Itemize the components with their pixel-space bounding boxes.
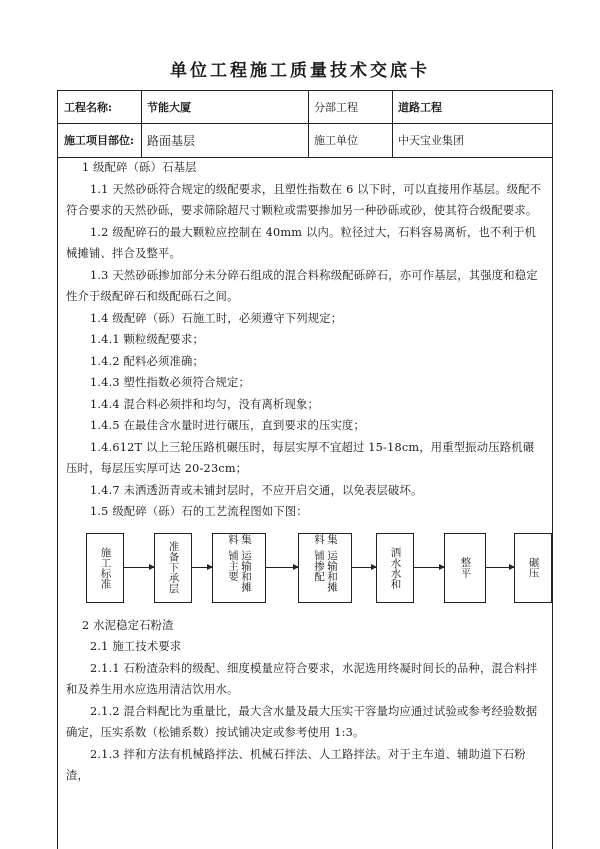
flow-arrow xyxy=(414,567,444,568)
flow-step: 施工标准 xyxy=(86,533,124,603)
construction-part-label: 施工项目部位: xyxy=(64,134,135,147)
flow-arrow xyxy=(486,567,514,568)
section-heading: 2 水泥稳定石粉渣 xyxy=(82,618,174,632)
disclosure-content xyxy=(58,157,552,787)
flow-arrow xyxy=(266,567,298,568)
content-paragraph: 1.5 级配碎（砾）石的工艺流程图如下图： xyxy=(90,505,308,518)
content-paragraph: 2.1.3 拌和方法有机械路拌法、机械石拌法、人工路拌法。对于主车道、辅助道下石粉渣， xyxy=(66,747,526,782)
document-table xyxy=(57,90,553,849)
section-heading: 1 级配碎（砾）石基层 xyxy=(82,161,197,174)
flow-arrow xyxy=(192,567,212,568)
flow-step: 运输和摊铺主要 集料 xyxy=(212,533,266,603)
construction-part-value: 路面基层 xyxy=(147,133,196,148)
subdivision-value: 道路工程 xyxy=(398,101,442,114)
content-paragraph: 1.4.7 未洒透沥青或未铺封层时，不应开启交通，以免表层破坏。 xyxy=(90,483,423,497)
contractor-value: 中天宝业集团 xyxy=(398,134,464,147)
content-paragraph: 1.4.612T 以上三轮压路机碾压时，每层实厚不宜超过 15-18cm，用重型振动压路机碾压时，每层压实厚可达 20-23cm； xyxy=(66,440,535,475)
flow-step: 碾压 xyxy=(514,533,552,603)
content-section-1 xyxy=(66,157,544,523)
flow-arrow xyxy=(352,567,376,568)
content-paragraph: 1.4.2 配料必须准确； xyxy=(90,354,205,368)
content-paragraph: 1.3 天然砂砾掺加部分未分碎石组成的混合料称级配砾碎石，亦可作基层，其强度和稳定性介于级配碎石和级配砾石之间。 xyxy=(66,268,538,303)
content-paragraph: 1.1 天然砂砾符合规定的级配要求，且塑性指数在 6 以下时，可以直接用作基层。级配不符合要求的天然砂砾，要求筛除超尺寸颗粒或需要掺加另一种砂砾或砂，使其符合级配要求。 xyxy=(66,182,542,217)
content-paragraph: 1.2 级配碎石的最大颗粒应控制在 40mm 以内。粒径过大，石料容易离析，也不利于机械摊铺、拌合及整平。 xyxy=(66,225,536,260)
subdivision-label: 分部工程 xyxy=(314,101,358,114)
process-flowchart xyxy=(66,527,544,609)
flow-step: 运输和摊铺掺配 集料 xyxy=(298,533,352,603)
contractor-label: 施工单位 xyxy=(314,134,358,147)
content-paragraph: 1.4.1 颗粒级配要求； xyxy=(90,333,205,346)
flow-arrow xyxy=(124,567,154,568)
header-row-2 xyxy=(58,123,552,158)
content-paragraph: 1.4.4 混合料必须拌和均匀，没有离析现象； xyxy=(90,397,319,411)
content-paragraph: 1.4.5 在最佳含水量时进行碾压，直到要求的压实度； xyxy=(90,419,365,432)
flow-step: 洒水水和 xyxy=(376,533,414,603)
content-paragraph: 2.1.2 混合料配比为重量比，最大含水量及最大压实干容量均应通过试验或参考经验数据确定，压实系数（松铺系数）按试铺决定或参考使用 1:3。 xyxy=(66,704,538,739)
page-title: 单位工程施工质量技术交底卡 xyxy=(170,61,430,81)
content-paragraph: 1.4.3 塑性指数必须符合规定； xyxy=(90,376,251,389)
content-paragraph: 2.1 施工技术要求 xyxy=(90,640,182,653)
content-section-2 xyxy=(66,615,544,787)
content-paragraph: 1.4 级配碎（砾）石施工时，必须遵守下列规定； xyxy=(90,311,343,325)
header-row-1 xyxy=(58,91,552,124)
flow-step: 准备下承层 xyxy=(154,533,192,603)
content-paragraph: 2.1.1 石粉渣杂料的级配、细度模量应符合要求，水泥选用终凝时间长的品种，混合料拌和及养生用水应选用清洁饮用水。 xyxy=(66,661,538,696)
project-name-label: 工程名称: xyxy=(64,101,113,114)
flow-step: 整平 xyxy=(444,533,486,603)
project-name-value: 节能大厦 xyxy=(147,101,191,114)
